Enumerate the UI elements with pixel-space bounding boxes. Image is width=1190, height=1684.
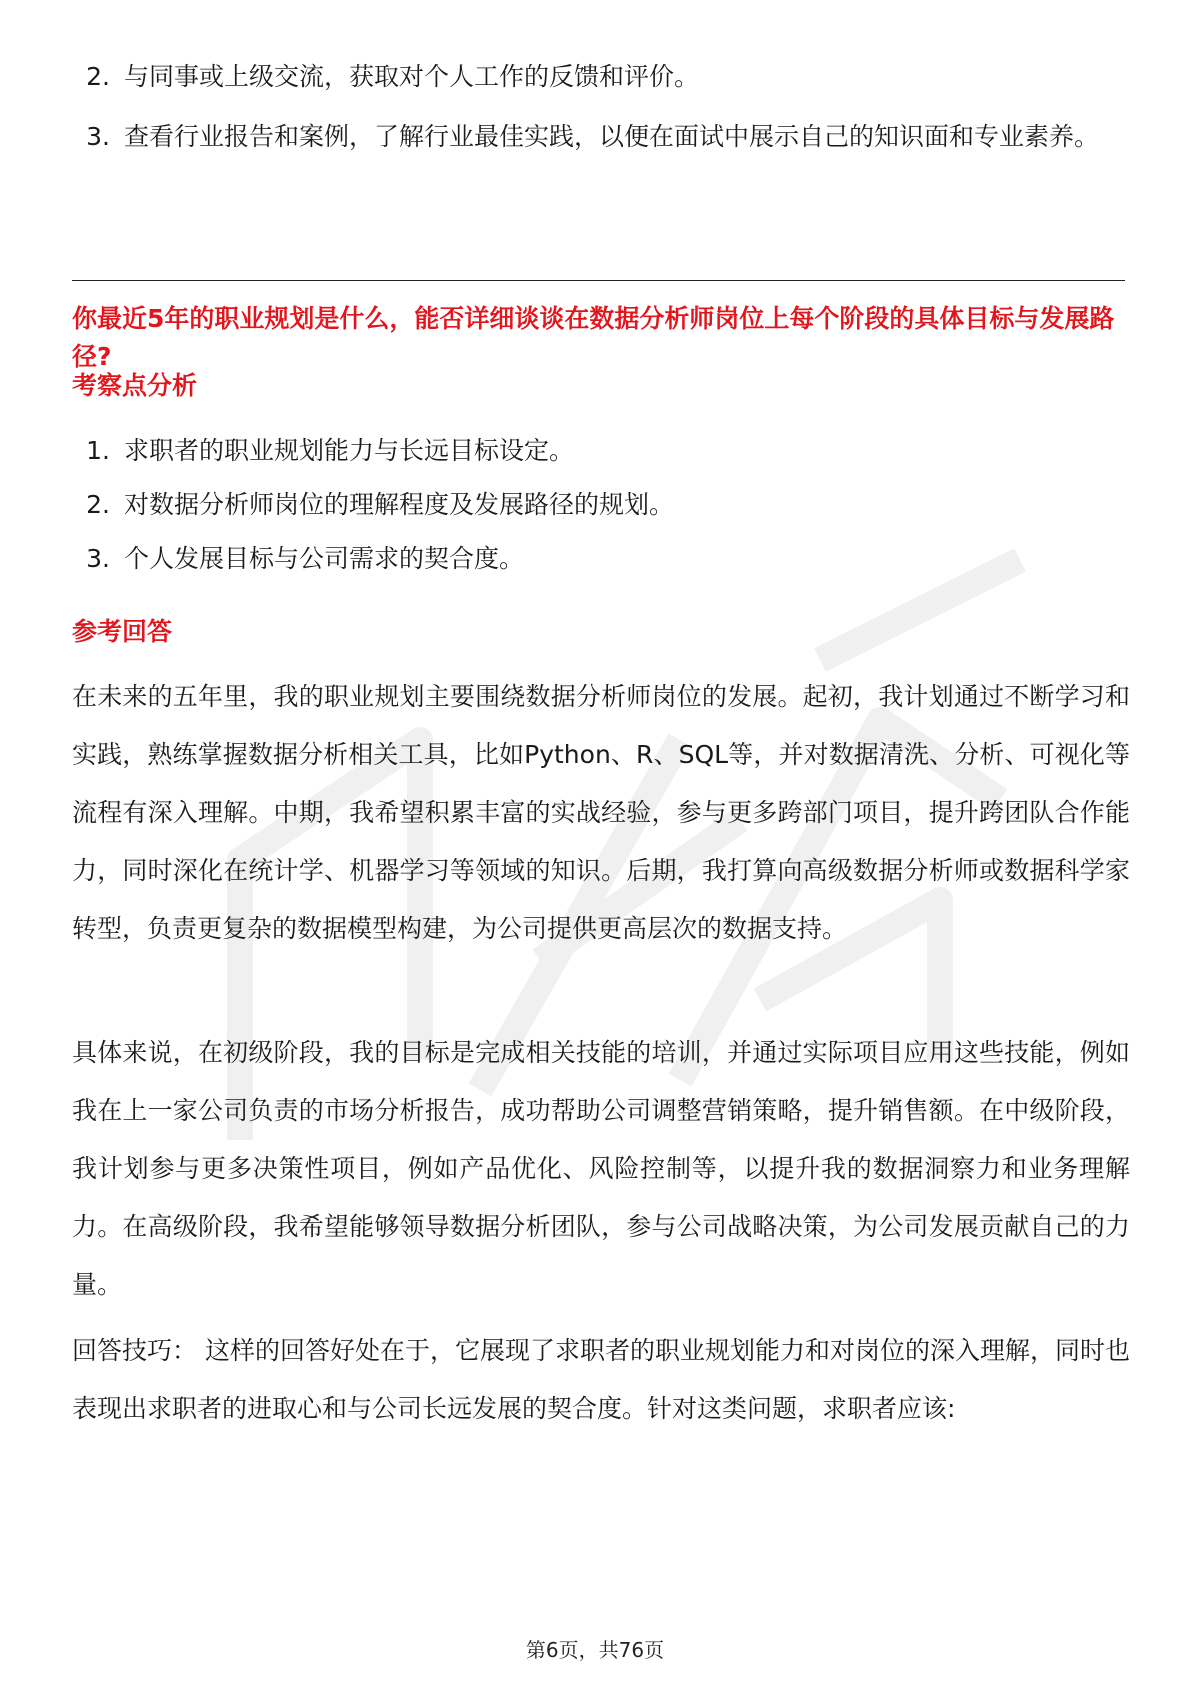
analysis-list [72, 432, 1132, 578]
list-text: 与同事或上级交流，获取对个人工作的反馈和评价。 [124, 62, 700, 91]
list-item [72, 110, 1132, 164]
list-item [72, 432, 1132, 470]
answer-paragraph: 具体来说，在初级阶段，我的目标是完成相关技能的培训，并通过实际项目应用这些技能，例如我在上一家公司负责的市场分析报告，成功帮助公司调整营销策略，提升销售额。在中级阶段，我计划参与更多决策性项目，例如产品优化、风险控制等，以提升我的数据洞察力和业务理解力。在高级阶段，我希望能够领导数据分析团队，参与公司战略决策，为公司发展贡献自己的力量。 [72, 1038, 1130, 1299]
list-text: 对数据分析师岗位的理解程度及发展路径的规划。 [124, 490, 675, 519]
continued-list [72, 58, 1132, 164]
list-item [72, 486, 1132, 524]
analysis-heading: 考察点分析 [72, 371, 198, 400]
list-number: 3. [86, 544, 110, 573]
tips-paragraph: 回答技巧： 这样的回答好处在于，它展现了求职者的职业规划能力和对岗位的深入理解，同时也表现出求职者的进取心和与公司长远发展的契合度。针对这类问题，求职者应该: [72, 1336, 1130, 1423]
question-heading: 你最近5年的职业规划是什么，能否详细谈谈在数据分析师岗位上每个阶段的具体目标与发展路径? [72, 304, 1115, 371]
list-text: 求职者的职业规划能力与长远目标设定。 [124, 436, 575, 465]
section-divider [72, 280, 1125, 281]
list-item [72, 540, 1132, 578]
answer-heading: 参考回答 [72, 617, 173, 646]
list-text: 查看行业报告和案例，了解行业最佳实践，以便在面试中展示自己的知识面和专业素养。 [124, 122, 1100, 151]
list-item [72, 58, 1132, 96]
list-text: 个人发展目标与公司需求的契合度。 [124, 544, 525, 573]
list-number: 1. [86, 436, 110, 465]
page-number: 第6页，共76页 [525, 1638, 665, 1662]
list-number: 3. [86, 122, 110, 151]
list-number: 2. [86, 62, 110, 91]
list-number: 2. [86, 490, 110, 519]
answer-paragraph: 在未来的五年里，我的职业规划主要围绕数据分析师岗位的发展。起初，我计划通过不断学习和实践，熟练掌握数据分析相关工具，比如Python、R、SQL等，并对数据清洗、分析、可视化等流程有深入理解。中期，我希望积累丰富的实战经验，参与更多跨部门项目，提升跨团队合作能力，同时深化在统计学、机器学习等领域的知识。后期，我打算向高级数据分析师或数据科学家转型，负责更复杂的数据模型构建，为公司提供更高层次的数据支持。 [72, 682, 1130, 943]
